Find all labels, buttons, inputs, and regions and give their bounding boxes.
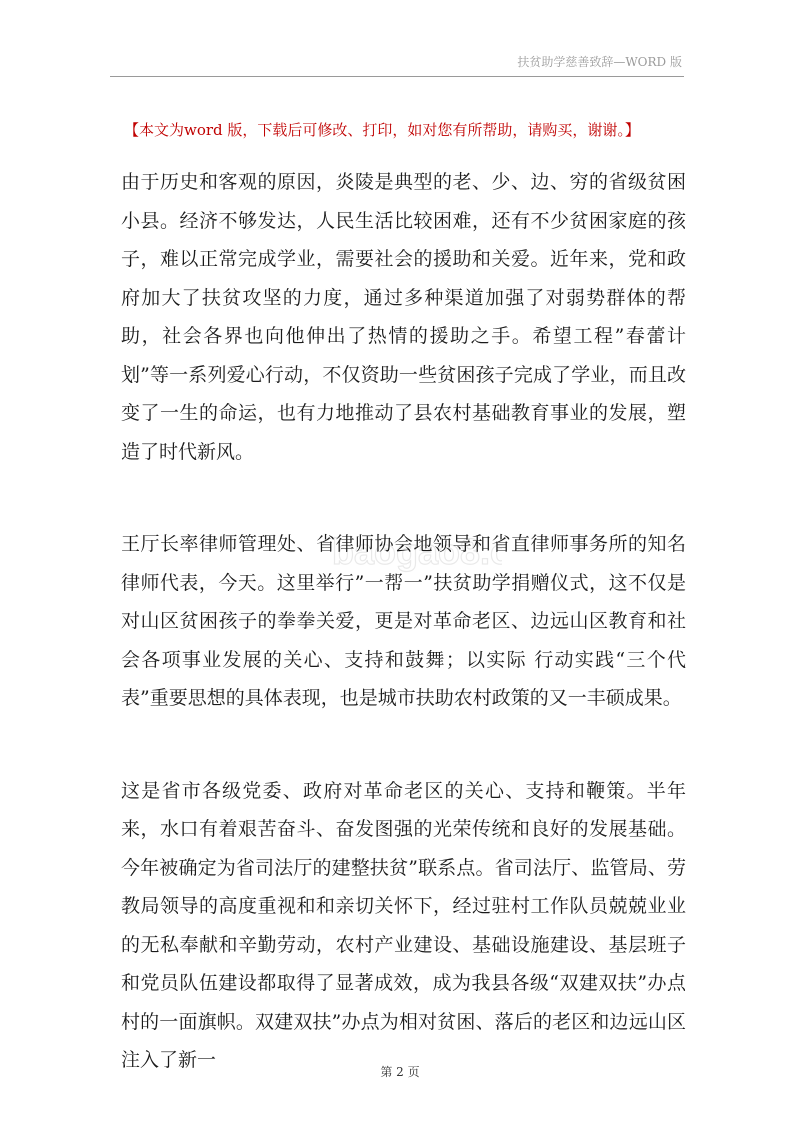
header-title: 扶贫助学慈善致辞—WORD 版: [517, 55, 682, 69]
purchase-notice: 【本文为word 版，下载后可修改、打印，如对您有所帮助，请购买，谢谢。】: [124, 121, 640, 139]
paragraph-3: 这是省市各级党委、政府对革命老区的关心、支持和鞭策。半年来，水口有着艰苦奋斗、奋发图强的光荣传统和良好的发展基础。今年被确定为省司法厅的建整扶贫”联系点。省司法厅、监管局、劳教局领导的高度重视和和亲切关怀下，经过驻村工作队员兢兢业业的无私奉献和辛勤劳动，农村产业建设、基础设施建设、基层班子和党员队伍建设都取得了显著成效，成为我县各级“双建双扶”办点村的一面旗帜。双建双扶”办点为相对贫困、落后的老区和边远山区注入了新一: [121, 779, 686, 1071]
page-header: [110, 50, 684, 77]
paragraph-2: 王厅长率律师管理处、省律师协会地领导和省直律师事务所的知名律师代表，今天。这里举行”一帮一”扶贫助学捐赠仪式，这不仅是对山区贫困孩子的拳拳关爱，更是对革命老区、边远山区教育和社会各项事业发展的关心、支持和鼓舞；以实际 行动实践“三个代表”重要思想的具体表现，也是城市扶助农村政策的又一丰硕成果。: [121, 533, 686, 709]
page-footer: [0, 1063, 800, 1080]
watermark-text: baogao8.c: [332, 531, 502, 572]
paragraph-1: 由于历史和客观的原因，炎陵是典型的老、少、边、穷的省级贫困小县。经济不够发达，人民生活比较困难，还有不少贫困家庭的孩子，难以正常完成学业，需要社会的援助和关爱。近年来，党和政府加大了扶贫攻坚的力度，通过多种渠道加强了对弱势群体的帮助，社会各界也向他伸出了热情的援助之手。希望工程”春蕾计划”等一系列爱心行动，不仅资助一些贫困孩子完成了学业，而且改变了一生的命运，也有力地推动了县农村基础教育事业的发展，塑造了时代新风。: [121, 171, 686, 463]
document-body: [121, 163, 686, 1080]
page-number: 第 2 页: [380, 1065, 420, 1079]
